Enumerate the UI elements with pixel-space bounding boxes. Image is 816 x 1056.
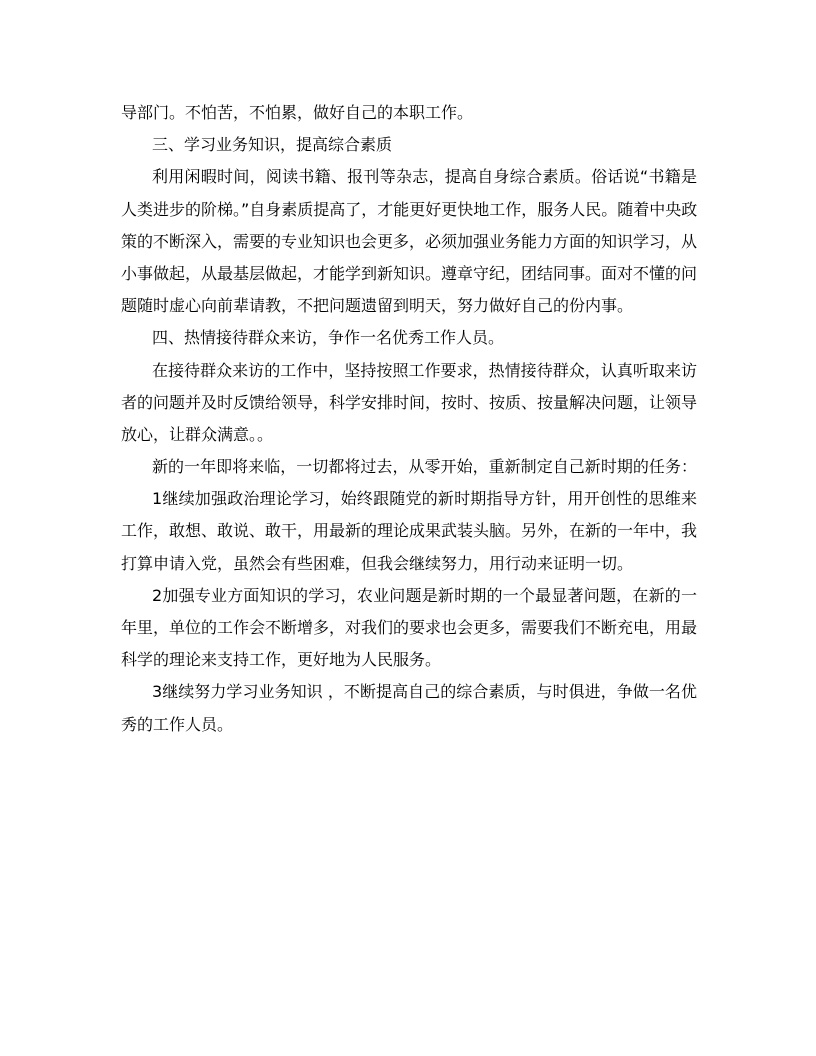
text-line: 人类进步的阶梯。”自身素质提高了，才能更好更快地工作，服务人民。随着中央政 [121, 199, 698, 219]
text-line: 放心，让群众满意。。 [121, 424, 274, 444]
document-body [121, 97, 697, 741]
text-line: 利用闲暇时间，阅读书籍、报刊等杂志，提高自身综合素质。俗话说“书籍是 [152, 167, 697, 187]
list-item-3: 3继续努力学习业务知识 ，不断提高自己的综合素质，与时俱进，争做一名优 [152, 682, 697, 702]
list-item-2: 2加强专业方面知识的学习，农业问题是新时期的一个最显著问题，在新的一 [152, 585, 697, 605]
list-item-1: 1继续加强政治理论学习，始终跟随党的新时期指导方针，用开创性的思维来 [152, 489, 697, 509]
text-line: 工作，敢想、敢说、敢干，用最新的理论成果武装头脑。另外，在新的一年中，我 [121, 521, 698, 541]
text-line: 小事做起，从最基层做起，才能学到新知识。遵章守纪，团结同事。面对不懂的问 [121, 263, 698, 283]
text-line: 在接待群众来访的工作中，坚持按照工作要求，热情接待群众，认真听取来访 [152, 360, 697, 380]
text-line: 导部门。不怕苦，不怕累，做好自己的本职工作。 [121, 103, 474, 122]
section-heading: 三、学习业务知识，提高综合素质 [152, 135, 393, 155]
text-line: 者的问题并及时反馈给领导，科学安排时间，按时、按质、按量解决问题，让领导 [121, 392, 698, 412]
text-line: 打算申请入党，虽然会有些困难，但我会继续努力，用行动来证明一切。 [121, 553, 634, 573]
text-line: 题随时虚心向前辈请教，不把问题遗留到明天，努力做好自己的份内事。 [121, 296, 634, 316]
text-line: 年里，单位的工作会不断增多，对我们的要求也会更多，需要我们不断充电，用最 [121, 618, 698, 637]
text-line: 秀的工作人员。 [121, 714, 234, 734]
text-line: 新的一年即将来临，一切都将过去，从零开始，重新制定自己新时期的任务： [152, 457, 697, 477]
text-line: 科学的理论来支持工作，更好地为人民服务。 [121, 650, 442, 670]
text-line: 策的不断深入，需要的专业知识也会更多，必须加强业务能力方面的知识学习，从 [121, 231, 698, 251]
section-heading: 四、热情接待群众来访，争作一名优秀工作人员。 [152, 328, 505, 348]
